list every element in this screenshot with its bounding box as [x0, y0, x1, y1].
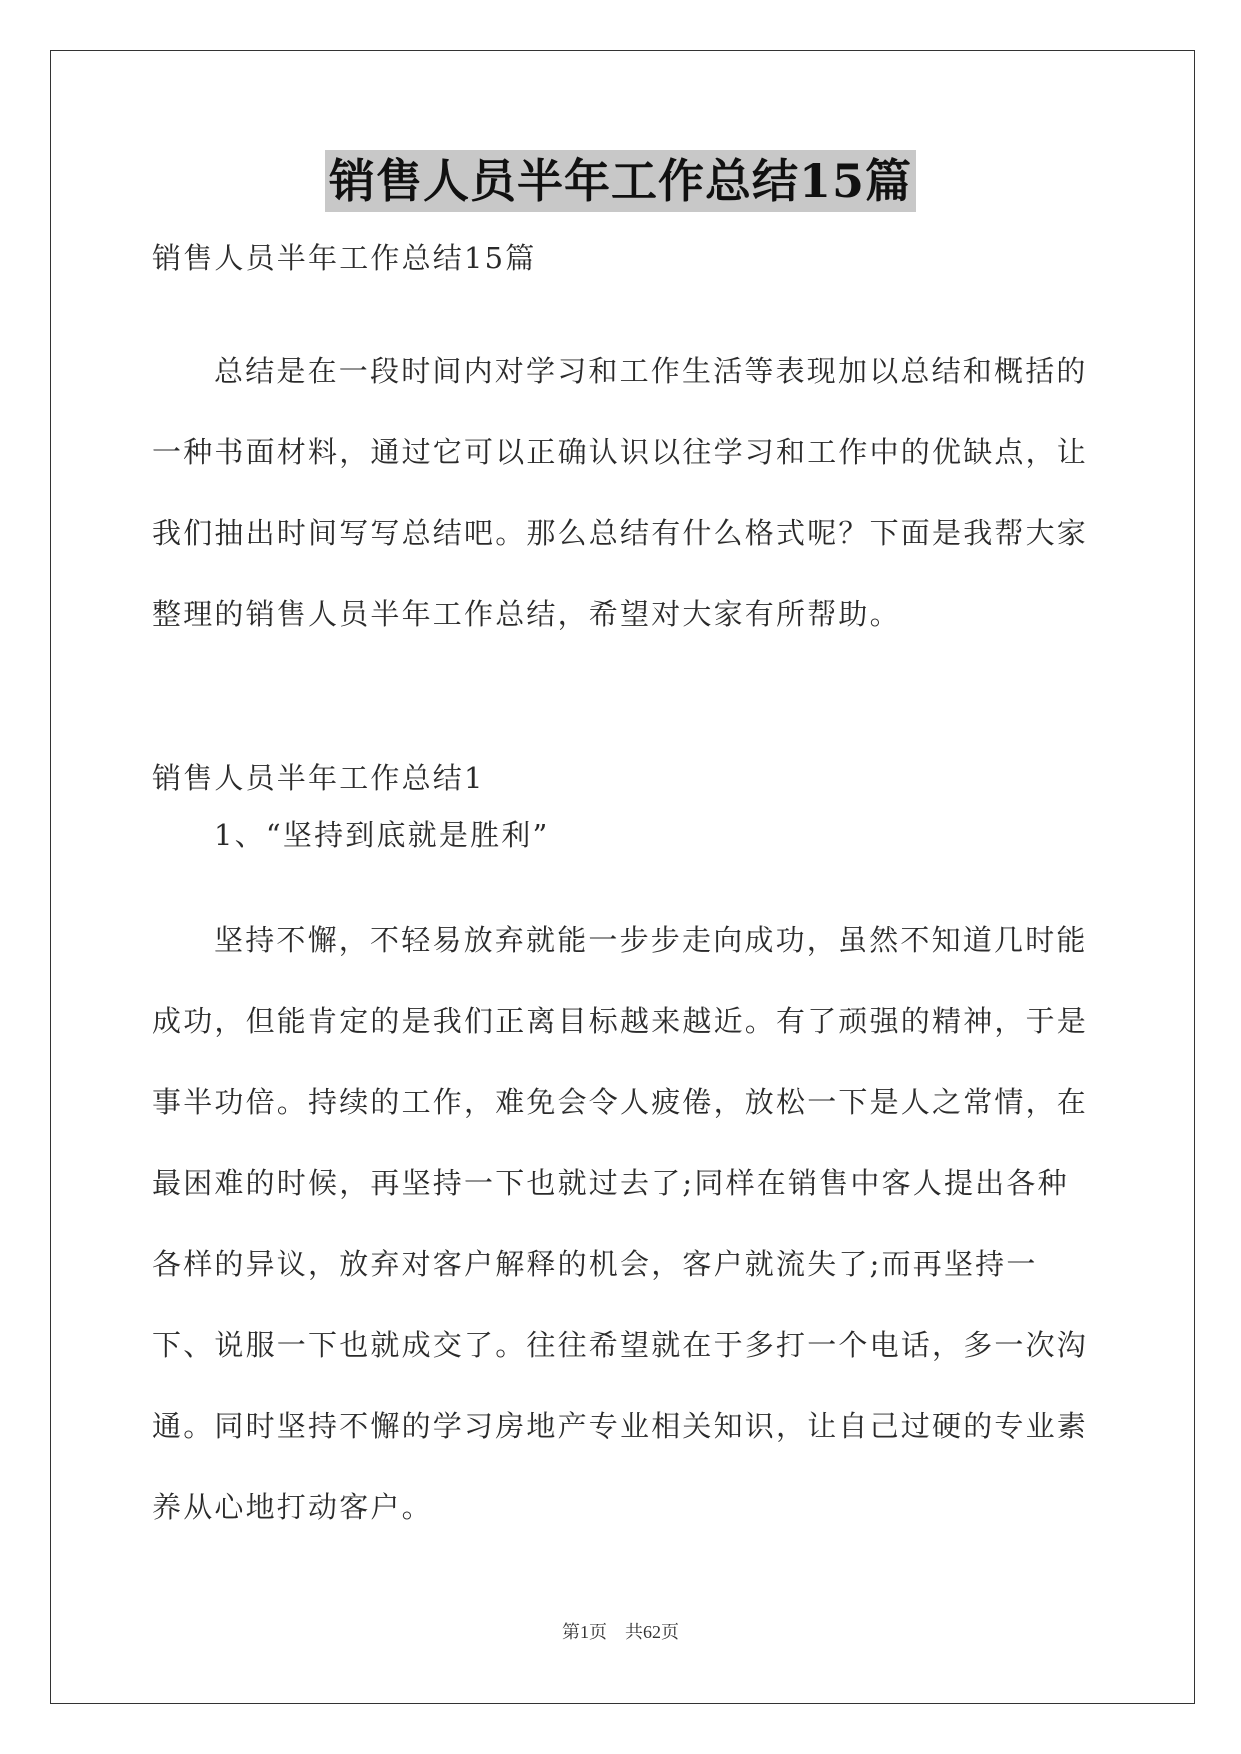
- footer-spacer: [607, 1622, 625, 1642]
- section-heading: 销售人员半年工作总结1: [152, 761, 485, 795]
- page-number: 第1页: [562, 1622, 607, 1642]
- total-pages: 共62页: [625, 1622, 679, 1642]
- intro-paragraph: 总结是在一段时间内对学习和工作生活等表现加以总结和概括的一种书面材料，通过它可以正确认识以往学习和工作中的优缺点，让我们抽出时间写写总结吧。那么总结有什么格式呢？下面是我帮大家整理的销售人员半年工作总结，希望对大家有所帮助。: [152, 354, 1089, 631]
- document-subtitle: 销售人员半年工作总结15篇: [152, 241, 537, 275]
- title-container: [0, 150, 1241, 212]
- body-paragraph: 坚持不懈，不轻易放弃就能一步步走向成功，虽然不知道几时能成功，但能肯定的是我们正离目标越来越近。有了顽强的精神，于是事半功倍。持续的工作，难免会令人疲倦，放松一下是人之常情，在最困难的时候，再坚持一下也就过去了;同样在销售中客人提出各种各样的异议，放弃对客户解释的机会，客户就流失了;而再坚持一下、说服一下也就成交了。往往希望就在于多打一个电话，多一次沟通。同时坚持不懈的学习房地产专业相关知识，让自己过硬的专业素养从心地打动客户。: [152, 923, 1089, 1524]
- page-footer: [0, 1618, 1241, 1644]
- item-heading: 1、“坚持到底就是胜利”: [214, 818, 550, 852]
- document-title: 销售人员半年工作总结15篇: [325, 150, 916, 212]
